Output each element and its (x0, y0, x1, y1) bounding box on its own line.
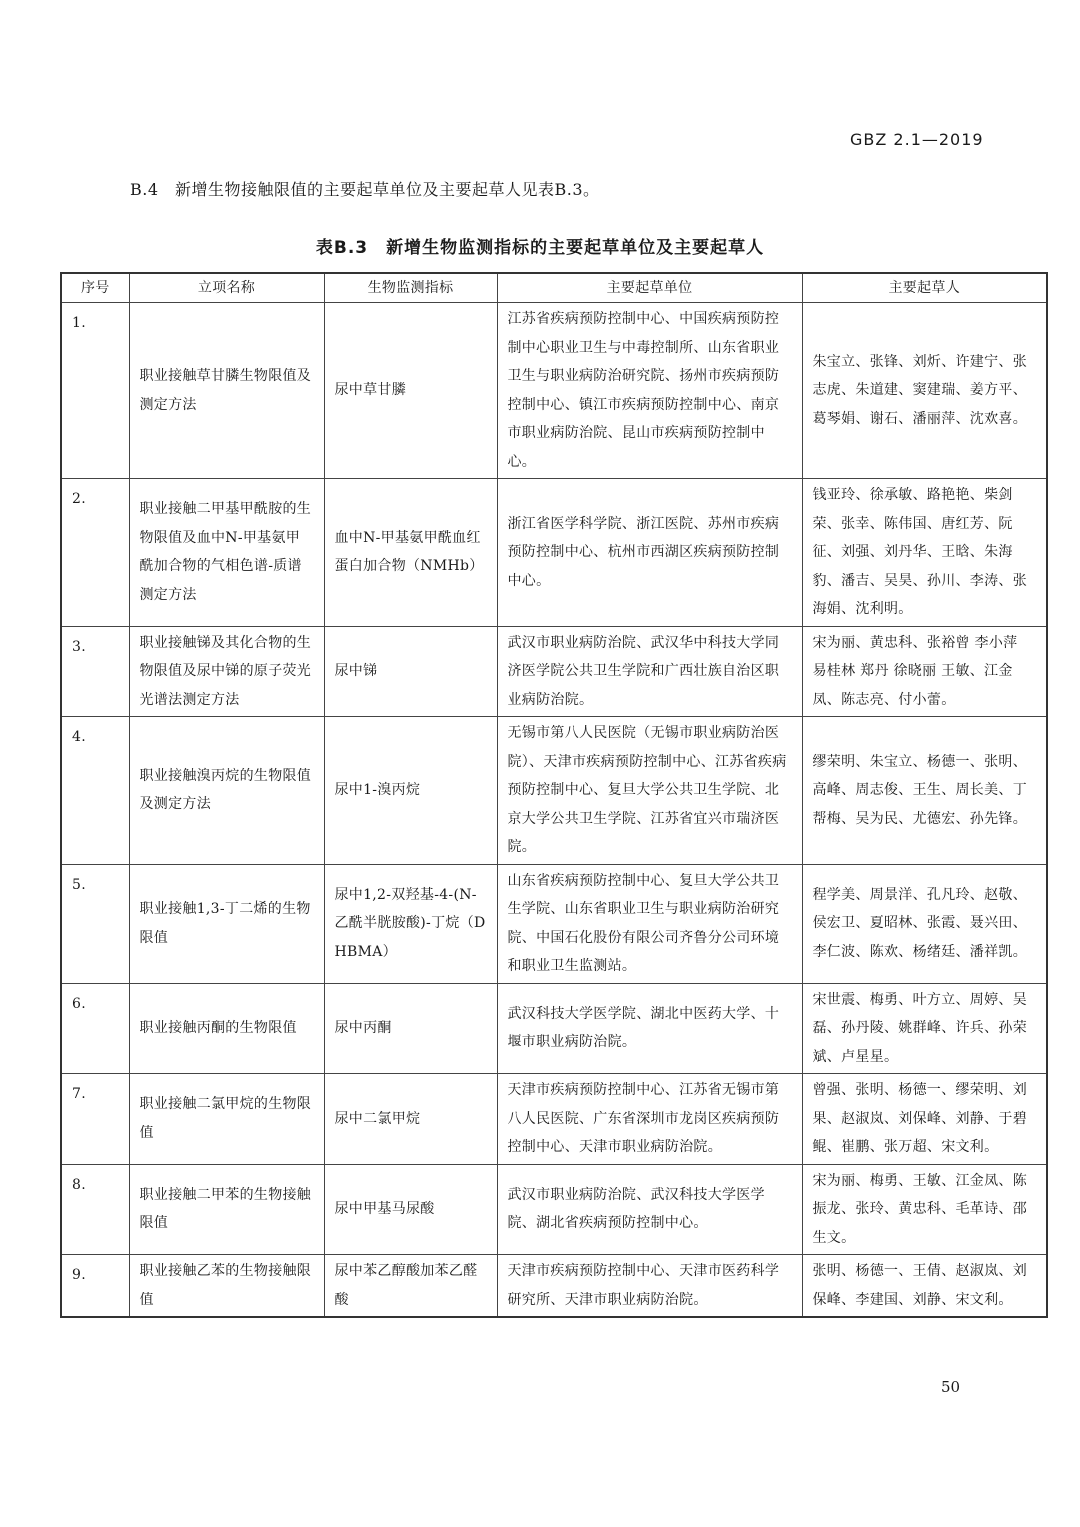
drafting-units: 山东省疾病预防控制中心、复旦大学公共卫生学院、山东省职业卫生与职业病防治研究院、中国石化股份有限公司齐鲁分公司环境和职业卫生监测站。 (497, 864, 802, 983)
drafters: 宋世震、梅勇、叶方立、周婷、吴磊、孙丹陵、姚群峰、许兵、孙荣斌、卢星星。 (802, 983, 1047, 1074)
row-number: 5. (61, 864, 129, 983)
table-row (61, 717, 1047, 865)
table-row (61, 626, 1047, 717)
row-number: 1. (61, 303, 129, 479)
row-number: 9. (61, 1255, 129, 1318)
monitoring-indicator: 尿中苯乙醇酸加苯乙醛酸 (324, 1255, 497, 1318)
monitoring-indicator: 尿中草甘膦 (324, 303, 497, 479)
drafters: 张明、杨德一、王倩、赵淑岚、刘保峰、李建国、刘静、宋文利。 (802, 1255, 1047, 1318)
drafting-units: 天津市疾病预防控制中心、江苏省无锡市第八人民医院、广东省深圳市龙岗区疾病预防控制中心、天津市职业病防治院。 (497, 1074, 802, 1165)
table-header-row (61, 273, 1047, 303)
table-row (61, 983, 1047, 1074)
project-name: 职业接触丙酮的生物限值 (129, 983, 324, 1074)
table-row (61, 303, 1047, 479)
table-row (61, 479, 1047, 627)
table-title: 表B.3 新增生物监测指标的主要起草单位及主要起草人 (315, 238, 765, 258)
monitoring-indicator: 尿中1-溴丙烷 (324, 717, 497, 865)
drafting-units: 江苏省疾病预防控制中心、中国疾病预防控制中心职业卫生与中毒控制所、山东省职业卫生与职业病防治研究院、扬州市疾病预防控制中心、镇江市疾病预防控制中心、南京市职业病防治院、昆山市疾病预防控制中心。 (497, 303, 802, 479)
project-name: 职业接触锑及其化合物的生物限值及尿中锑的原子荧光光谱法测定方法 (129, 626, 324, 717)
table-row (61, 1255, 1047, 1318)
row-number: 7. (61, 1074, 129, 1165)
drafting-units: 无锡市第八人民医院（无锡市职业病防治医院）、天津市疾病预防控制中心、江苏省疾病预防控制中心、复旦大学公共卫生学院、北京大学公共卫生学院、江苏省宜兴市瑞济医院。 (497, 717, 802, 865)
project-name: 职业接触草甘膦生物限值及测定方法 (129, 303, 324, 479)
project-name: 职业接触乙苯的生物接触限值 (129, 1255, 324, 1318)
table-row (61, 864, 1047, 983)
table-row (61, 1074, 1047, 1165)
project-name: 职业接触二甲基甲酰胺的生物限值及血中N-甲基氨甲酰加合物的气相色谱-质谱测定方法 (129, 479, 324, 627)
drafting-units: 武汉科技大学医学院、湖北中医药大学、十堰市职业病防治院。 (497, 983, 802, 1074)
header-cell-num: 序号 (61, 273, 129, 303)
drafters-table (60, 272, 1048, 1318)
drafting-units: 天津市疾病预防控制中心、天津市医药科学研究所、天津市职业病防治院。 (497, 1255, 802, 1318)
drafting-units: 浙江省医学科学院、浙江医院、苏州市疾病预防控制中心、杭州市西湖区疾病预防控制中心。 (497, 479, 802, 627)
project-name: 职业接触溴丙烷的生物限值及测定方法 (129, 717, 324, 865)
row-number: 6. (61, 983, 129, 1074)
page-number: 50 (941, 1378, 961, 1396)
header-cell-drafters: 主要起草人 (802, 273, 1047, 303)
project-name: 职业接触1,3-丁二烯的生物限值 (129, 864, 324, 983)
drafting-units: 武汉市职业病防治院、武汉华中科技大学同济医学院公共卫生学院和广西壮族自治区职业病防治院。 (497, 626, 802, 717)
monitoring-indicator: 尿中1,2-双羟基-4-(N-乙酰半胱胺酸)-丁烷（DHBMA） (324, 864, 497, 983)
monitoring-indicator: 血中N-甲基氨甲酰血红蛋白加合物（NMHb） (324, 479, 497, 627)
row-number: 3. (61, 626, 129, 717)
intro-paragraph: B.4 新增生物接触限值的主要起草单位及主要起草人见表B.3。 (130, 180, 600, 199)
table-row (61, 1164, 1047, 1255)
row-number: 8. (61, 1164, 129, 1255)
monitoring-indicator: 尿中丙酮 (324, 983, 497, 1074)
monitoring-indicator: 尿中二氯甲烷 (324, 1074, 497, 1165)
document-id: GBZ 2.1—2019 (850, 130, 984, 149)
monitoring-indicator: 尿中锑 (324, 626, 497, 717)
drafters: 钱亚玲、徐承敏、路艳艳、柴剑荣、张幸、陈伟国、唐红芳、阮征、刘强、刘丹华、王晗、朱海豹、潘吉、吴昊、孙川、李涛、张海娟、沈利明。 (802, 479, 1047, 627)
drafting-units: 武汉市职业病防治院、武汉科技大学医学院、湖北省疾病预防控制中心。 (497, 1164, 802, 1255)
row-number: 2. (61, 479, 129, 627)
header-cell-units: 主要起草单位 (497, 273, 802, 303)
monitoring-indicator: 尿中甲基马尿酸 (324, 1164, 497, 1255)
header-cell-project: 立项名称 (129, 273, 324, 303)
drafters: 缪荣明、朱宝立、杨德一、张明、高峰、周志俊、王生、周长美、丁帮梅、吴为民、尤德宏、孙先锋。 (802, 717, 1047, 865)
drafters: 程学美、周景洋、孔凡玲、赵敬、侯宏卫、夏昭林、张霞、聂兴田、李仁波、陈欢、杨绪廷、潘祥凯。 (802, 864, 1047, 983)
project-name: 职业接触二甲苯的生物接触限值 (129, 1164, 324, 1255)
row-number: 4. (61, 717, 129, 865)
header-cell-indicator: 生物监测指标 (324, 273, 497, 303)
drafters: 曾强、张明、杨德一、缪荣明、刘果、赵淑岚、刘保峰、刘静、于碧鲲、崔鹏、张万超、宋文利。 (802, 1074, 1047, 1165)
drafters: 宋为丽、黄忠科、张裕曾 李小萍 易桂林 郑丹 徐晓丽 王敏、江金凤、陈志亮、付小蕾。 (802, 626, 1047, 717)
drafters: 宋为丽、梅勇、王敏、江金凤、陈振龙、张玲、黄忠科、毛革诗、邵生文。 (802, 1164, 1047, 1255)
drafters: 朱宝立、张锋、刘炘、许建宁、张志虎、朱道建、窦建瑞、姜方平、葛琴娟、谢石、潘丽萍、沈欢喜。 (802, 303, 1047, 479)
project-name: 职业接触二氯甲烷的生物限值 (129, 1074, 324, 1165)
